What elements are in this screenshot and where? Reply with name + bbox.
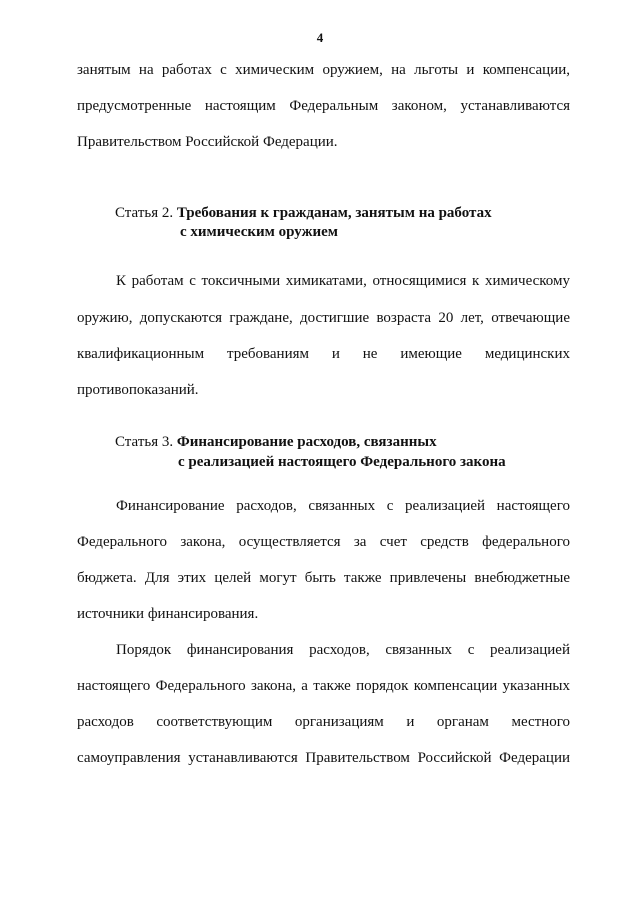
article-3-para2-line: настоящего Федерального закона, а также порядок компенсации указанных	[77, 678, 570, 694]
article-2-body-line: противопоказаний.	[77, 382, 199, 398]
article-3-para2-line: Порядок финансирования расходов, связанных с реализацией	[116, 642, 570, 658]
article-3-title-line2: с реализацией настоящего Федерального закона	[178, 454, 506, 470]
article-3-para1-line: источники финансирования.	[77, 606, 259, 622]
article-3-heading	[115, 433, 437, 451]
intro-line: занятым на работах с химическим оружием, на льготы и компенсации,	[77, 62, 570, 78]
article-3-para2-line: расходов соответствующим организациям и органам местного	[77, 714, 570, 730]
intro-line: предусмотренные настоящим Федеральным законом, устанавливаются	[77, 98, 570, 114]
article-3-label: Статья 3.	[115, 434, 174, 450]
article-3-para1-line: Финансирование расходов, связанных с реализацией настоящего	[116, 498, 570, 514]
intro-line: Правительством Российской Федерации.	[77, 134, 338, 150]
article-2-body-line: квалификационным требованиям и не имеющие медицинских	[77, 346, 570, 362]
article-3-title-line1: Финансирование расходов, связанных	[176, 434, 437, 450]
article-2-label: Статья 2.	[115, 205, 174, 221]
article-3-para2-line: самоуправления устанавливаются Правительством Российской Федерации	[77, 750, 570, 766]
article-2-title-line1: Требования к гражданам, занятым на работах	[176, 205, 492, 221]
article-3-para1-line: бюджета. Для этих целей могут быть также привлечены внебюджетные	[77, 570, 570, 586]
article-2-body-line: оружию, допускаются граждане, достигшие возраста 20 лет, отвечающие	[77, 310, 570, 326]
article-2-title-line2: с химическим оружием	[180, 224, 338, 240]
page-number: 4	[316, 30, 324, 45]
article-2-heading	[115, 204, 492, 222]
article-3-para1-line: Федерального закона, осуществляется за счет средств федерального	[77, 534, 570, 550]
article-2-body-line: К работам с токсичными химикатами, относящимися к химическому	[116, 273, 570, 289]
